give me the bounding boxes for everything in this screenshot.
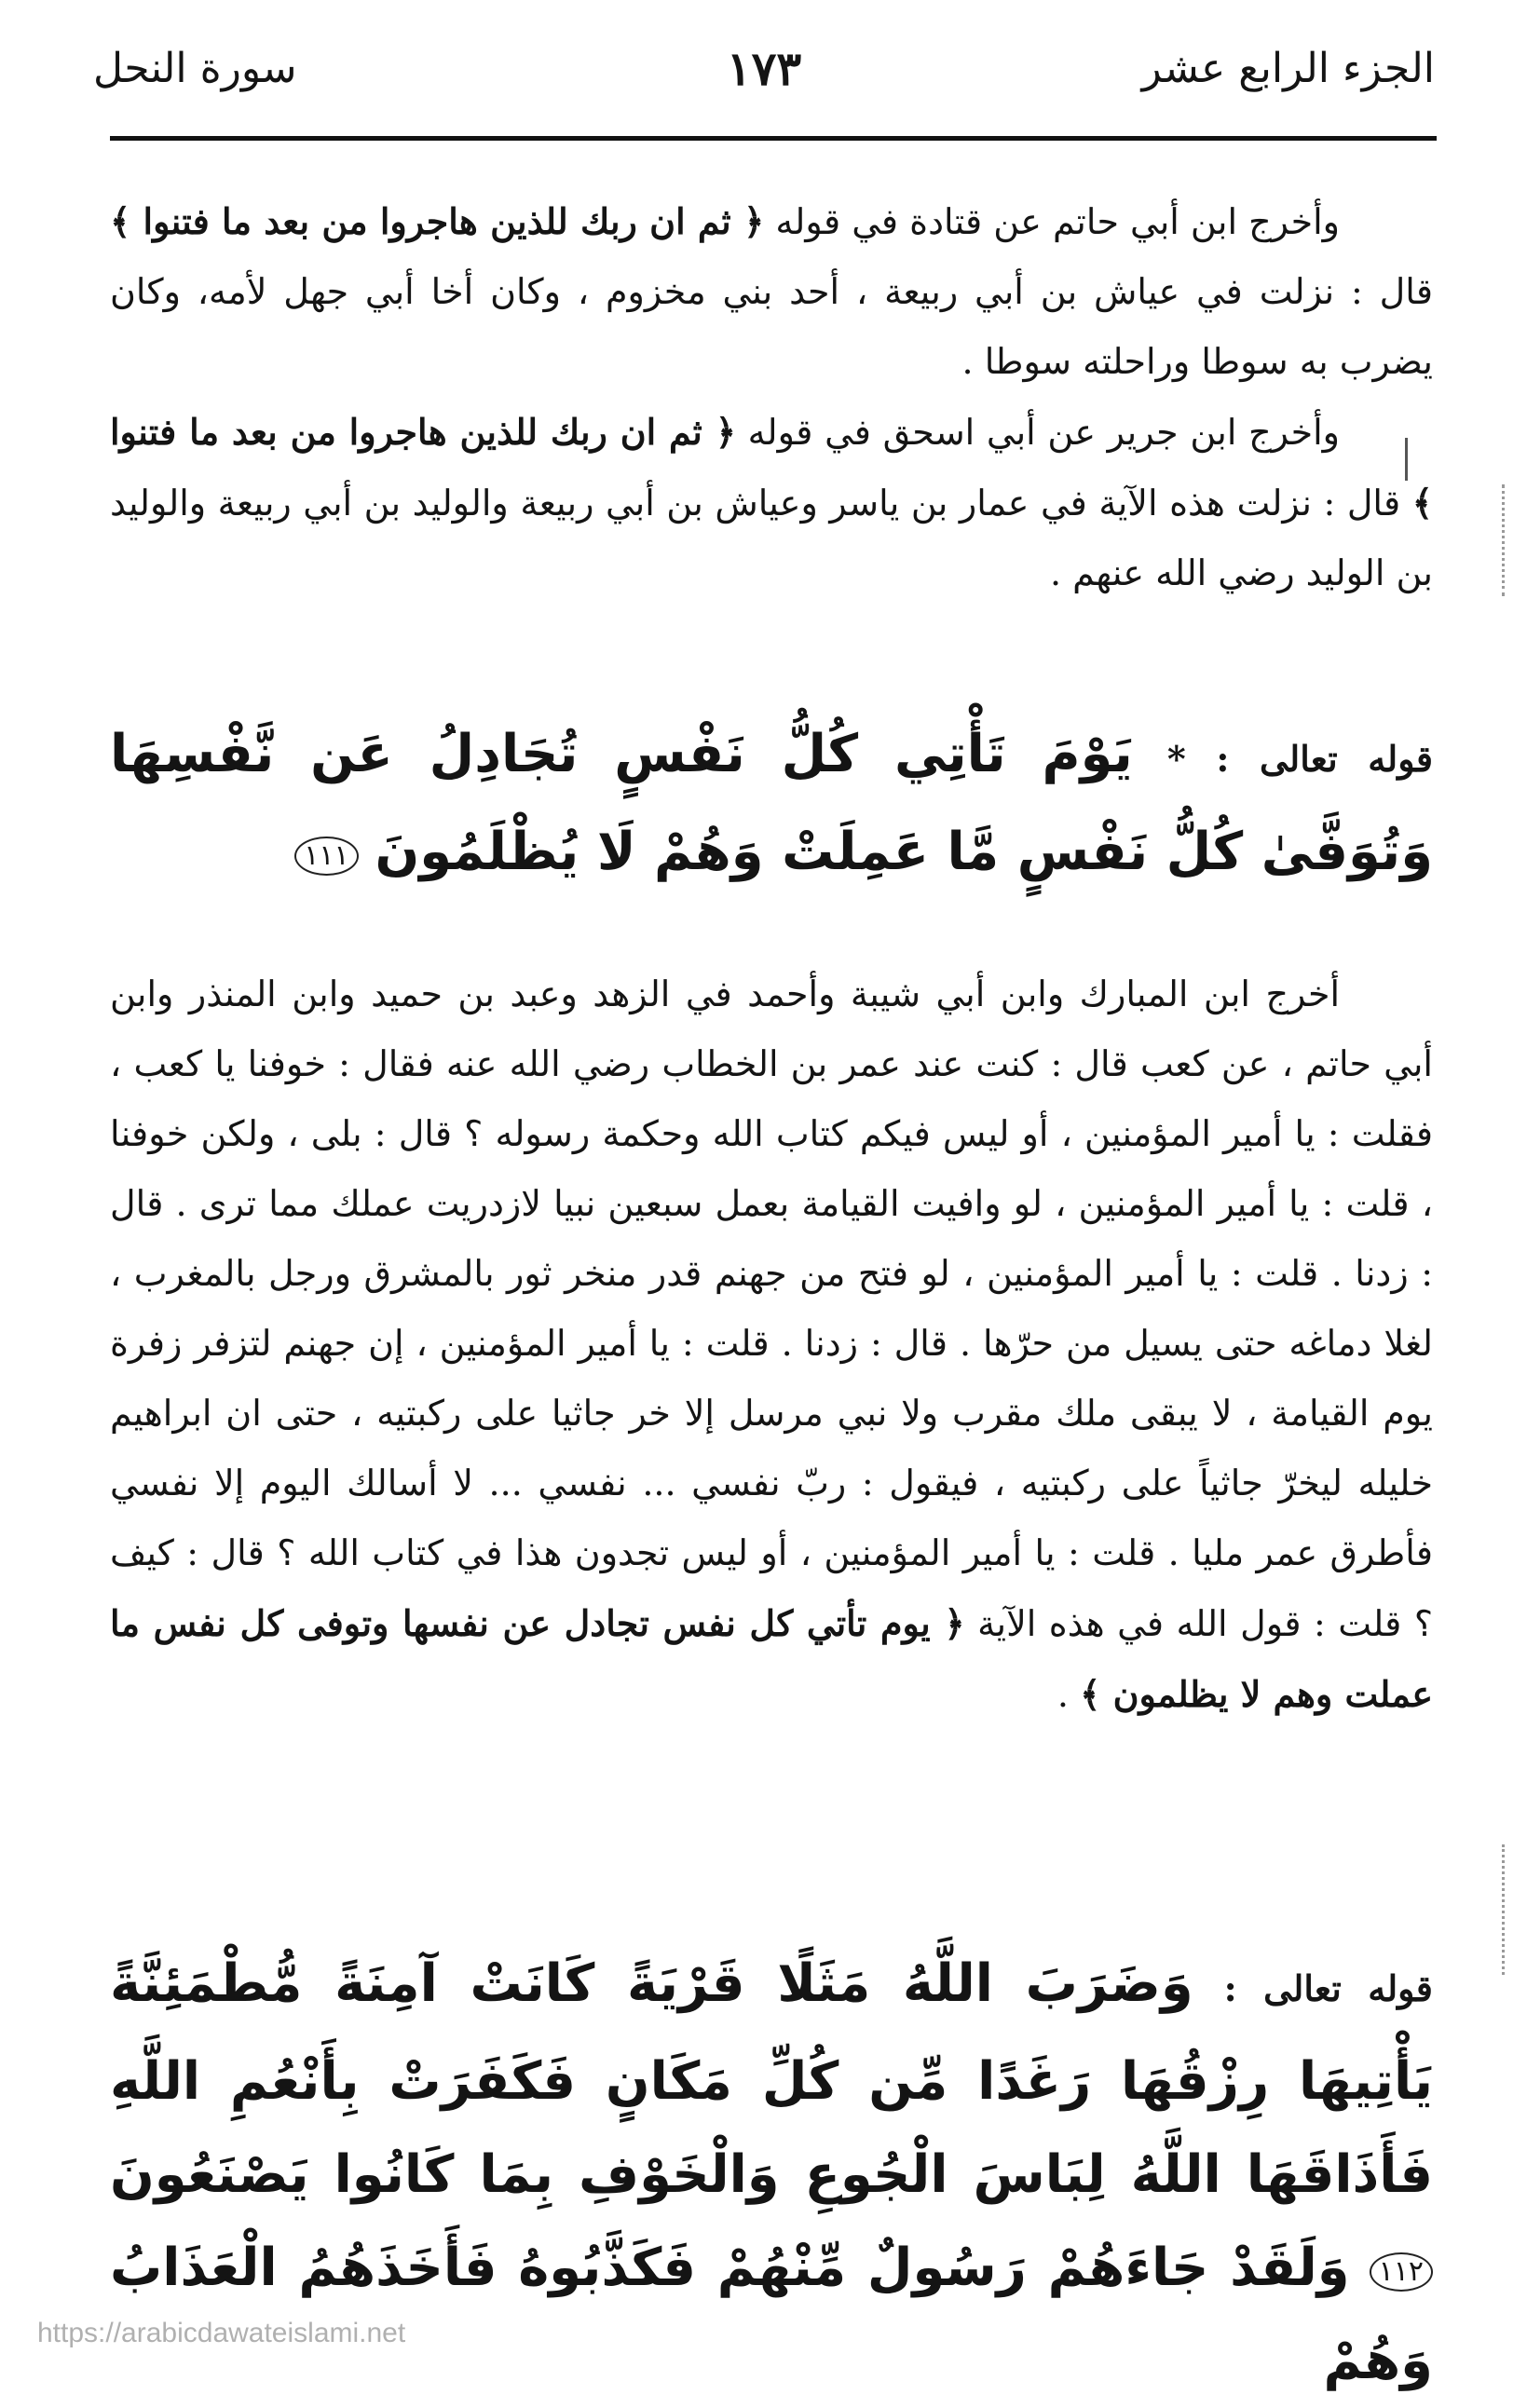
paragraph-qatada [110,186,1433,397]
header-rule [110,136,1437,141]
section-1 [110,186,1433,608]
verse2-intro: قوله تعالى : [1223,1967,1433,2009]
section2-end: . [1057,1674,1069,1715]
page-number: ١٧٣ [726,41,802,96]
para1-intro: وأخرج ابن أبي حاتم عن قتادة في قوله [775,201,1340,242]
para2-rest: قال : نزلت هذه الآية في عمار بن ياسر وعياش بن أبي ربيعة والوليد بن أبي ربيعة والوليد بن الوليد رضي الله عنهم . [110,483,1433,593]
paragraph-ibn-jarir [110,397,1433,608]
juz-label: الجزء الرابع عشر [1141,45,1435,92]
verse2-number: ١١٢ [1370,2252,1433,2292]
paragraph-kaab [110,959,1433,1730]
margin-mark [1405,438,1408,481]
section2-text: أخرج ابن المبارك وابن أبي شيبة وأحمد في الزهد وعبد بن حميد وابن المنذر وابن أبي حاتم ، عن كعب قال : كنت عند عمر بن الخطاب رضي الله عنه فقال : خوفنا يا كعب ، فقلت : يا أمير المؤمنين ، أو ليس فيكم كتاب الله وحكمة رسوله ؟ قال : بلى ، ولكن خوفنا ، قلت : يا أمير المؤمنين ، لو وافيت القيامة بعمل سبعين نبيا لازدريت عملك مما ترى . قال : زدنا . قلت : يا أمير المؤمنين ، لو فتح من جهنم قدر منخر ثور بالمشرق ورجل بالمغرب ، لغلا دماغه حتى يسيل من حرّها . قال : زدنا . قلت : يا أمير المؤمنين ، إن جهنم لتزفر زفرة يوم القيامة ، لا يبقى ملك مقرب ولا نبي مرسل إلا خر جاثيا على ركبتيه ، حتى ان ابراهيم خليله ليخرّ جاثياً على ركبتيه ، فيقول : ربّ نفسي ... نفسي ... لا أسالك اليوم إلا نفسي فأطرق عمر مليا . قلت : يا أمير المؤمنين ، أو ليس تجدون هذا في كتاب الله ؟ قال : كيف ؟ قلت : قول الله في هذه الآية [110,973,1433,1644]
verse2-text-b: وَلَقَدْ جَاءَهُمْ رَسُولٌ مِّنْهُمْ فَكَذَّبُوهُ فَأَخَذَهُمُ الْعَذَابُ وَهُمْ [110,2238,1433,2391]
surah-name: سورة النحل [93,45,297,92]
para1-rest: قال : نزلت في عياش بن أبي ربيعة ، أحد بني مخزوم ، وكان أخا أبي جهل لأمه، وكان يضرب به سوطا وراحلته سوطا . [110,271,1433,382]
verse-111 [110,708,1433,899]
para2-intro: وأخرج ابن جرير عن أبي اسحق في قوله [747,412,1340,453]
section2-quote: ﴿ يوم تأتي كل نفس تجادل عن نفسها وتوفى كل نفس ما عملت وهم لا يظلمون ﴾ [110,1602,1433,1715]
para2-quote: ﴿ ثم ان ربك للذين هاجروا من بعد ما فتنوا ﴾ [110,411,1433,524]
verse1-intro: قوله تعالى : * [1166,738,1434,780]
verse1-text: يَوْمَ تَأْتِي كُلُّ نَفْسٍ تُجَادِلُ عَن نَّفْسِهَا وَتُوَفَّىٰ كُلُّ نَفْسٍ مَّا عَمِلَتْ وَهُمْ لَا يُظْلَمُونَ [110,724,1433,882]
verse1-number: ١١١ [294,837,358,876]
para1-quote: ﴿ ثم ان ربك للذين هاجروا من بعد ما فتنوا ﴾ [110,200,765,242]
section-2 [110,959,1433,1730]
margin-dots-top [1502,484,1507,596]
margin-dots-bottom [1502,1844,1507,1975]
watermark-url: https://arabicdawateislami.net [37,2318,406,2348]
verse2-text-a: وَضَرَبَ اللَّهُ مَثَلًا قَرْيَةً كَانَتْ آمِنَةً مُّطْمَئِنَّةً يَأْتِيهَا رِزْقُهَا رَغَدًا مِّن كُلِّ مَكَانٍ فَكَفَرَتْ بِأَنْعُمِ اللَّهِ فَأَذَاقَهَا اللَّهُ لِبَاسَ الْجُوعِ وَالْخَوْفِ بِمَا كَانُوا يَصْنَعُونَ [110,1953,1433,2205]
page-header [93,28,1435,121]
